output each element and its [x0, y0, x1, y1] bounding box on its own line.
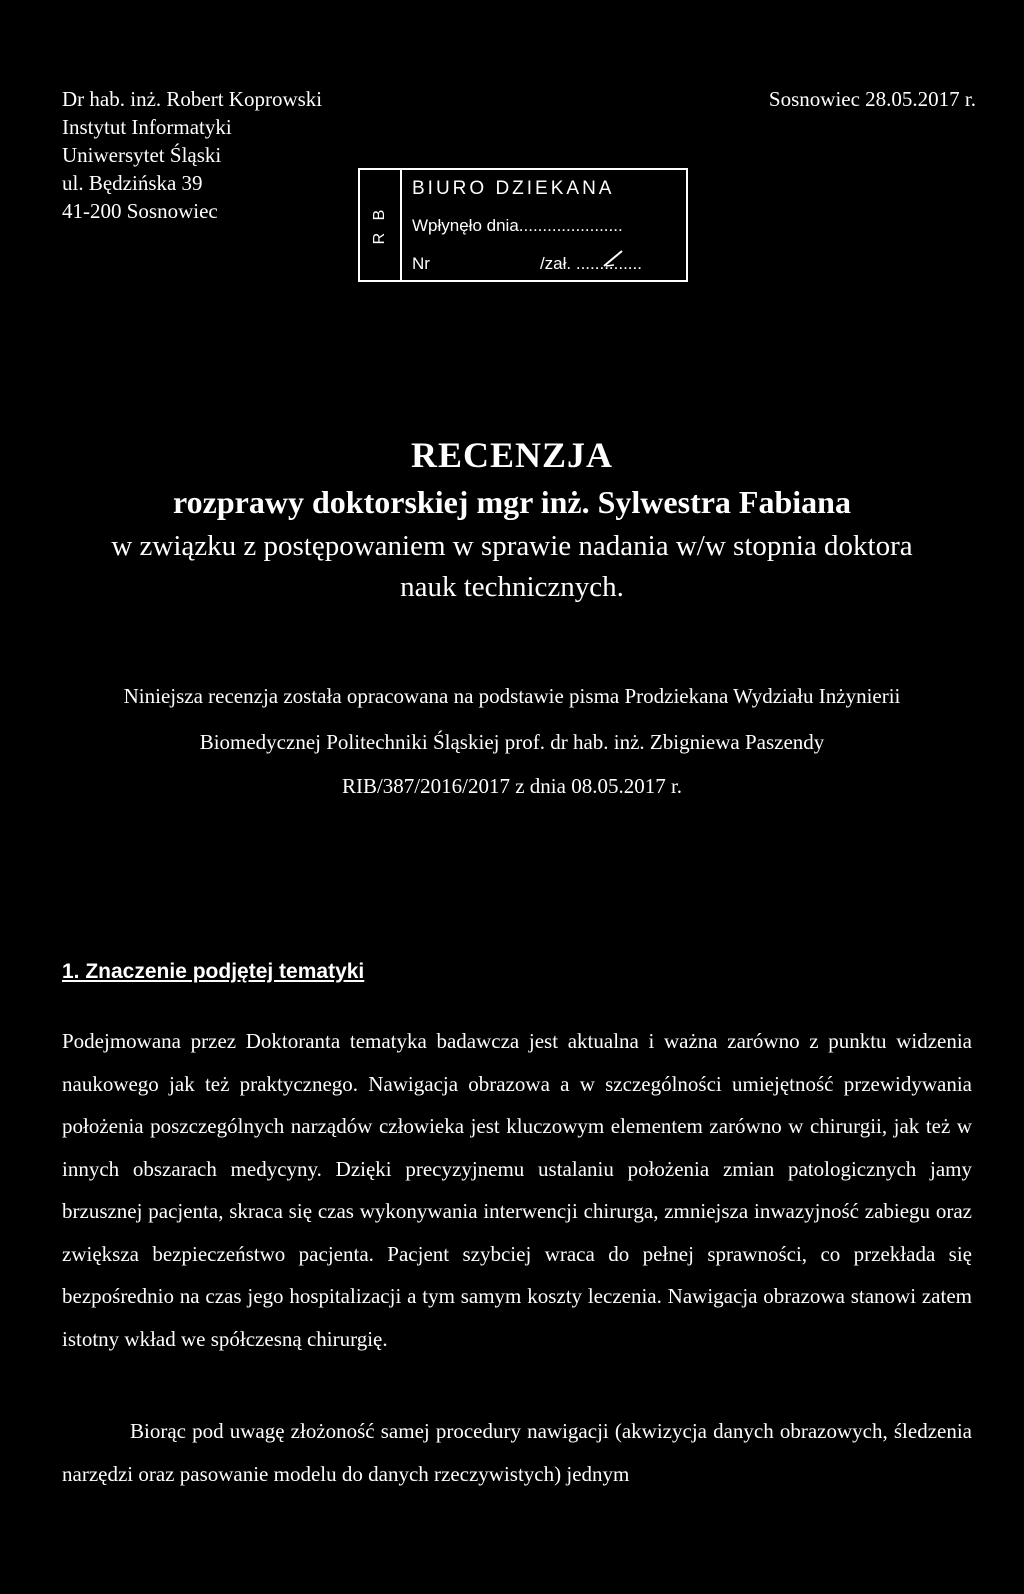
- review-subtitle: rozprawy doktorskiej mgr inż. Sylwestra Fabiana: [173, 484, 851, 520]
- intro-line-3: RIB/387/2016/2017 z dnia 08.05.2017 r.: [341, 774, 683, 798]
- sender-university: Uniwersytet Śląski: [62, 143, 222, 167]
- document-date: Sosnowiec 28.05.2017 r.: [768, 87, 976, 111]
- section-heading: 1. Znaczenie podjętej tematyki: [62, 960, 365, 983]
- intro-line-1: Niniejsza recenzja została opracowana na podstawie pisma Prodziekana Wydziału Inżynierii: [123, 684, 901, 708]
- handwritten-slash-mark: [602, 248, 626, 268]
- stamp-title: BIURO DZIEKANA: [412, 178, 615, 199]
- section-paragraph-2: [62, 1410, 972, 1495]
- sender-name: Dr hab. inż. Robert Koprowski: [62, 87, 323, 111]
- paragraph-2-text: Biorąc pod uwagę złożoność samej procedury nawigacji (akwizycja danych obrazowych, śledzenia narzędzi oraz pasowanie modelu do danych rzeczywistych) jednym: [62, 1419, 972, 1486]
- stamp-attachment-label: /zał. ..............: [539, 254, 642, 273]
- sender-address: [62, 85, 322, 225]
- review-subtitle-line3: w związku z postępowaniem w sprawie nadania w/w stopnia doktora: [111, 530, 913, 562]
- sender-city: 41-200 Sosnowiec: [62, 199, 218, 223]
- stamp-side-label: R B: [371, 205, 388, 245]
- review-subtitle-line4: nauk technicznych.: [400, 571, 624, 603]
- review-title: RECENZJA: [410, 435, 614, 475]
- section-paragraph-1: Podejmowana przez Doktoranta tematyka badawcza jest aktualna i ważna zarówno z punktu widzenia naukowego jak też praktycznego. Nawigacja obrazowa a w szczególności umiejętność przewidywania położenia poszczególnych narządów człowieka jest kluczowym elementem zarówno w chirurgii, jak też w innych obszarach medycyny. Dzięki precyzyjnemu ustalaniu położenia zmian patologicznych jamy brzusznej pacjenta, skraca się czas wykonywania interwencji chirurga, zmniejsza inwazyjność zabiegu oraz zwiększa bezpieczeństwo pacjenta. Pacjent szybciej wraca do pełnej sprawności, co przekłada się bezpośrednio na czas jego hospitalizacji a tym samym koszty leczenia. Nawigacja obrazowa stanowi zatem istotny wkład we spółczesną chirurgię.: [62, 1029, 972, 1351]
- stamp-nr-label: Nr: [412, 254, 430, 273]
- stamp-side-panel: [360, 170, 402, 280]
- sender-street: ul. Będzińska 39: [62, 171, 203, 195]
- sender-institute: Instytut Informatyki: [62, 115, 232, 139]
- intro-line-2: Biomedycznej Politechniki Śląskiej prof. dr hab. inż. Zbigniewa Paszendy: [199, 730, 825, 754]
- stamp-received-line: Wpłynęło dnia......................: [412, 216, 623, 235]
- dean-office-stamp: [358, 168, 688, 282]
